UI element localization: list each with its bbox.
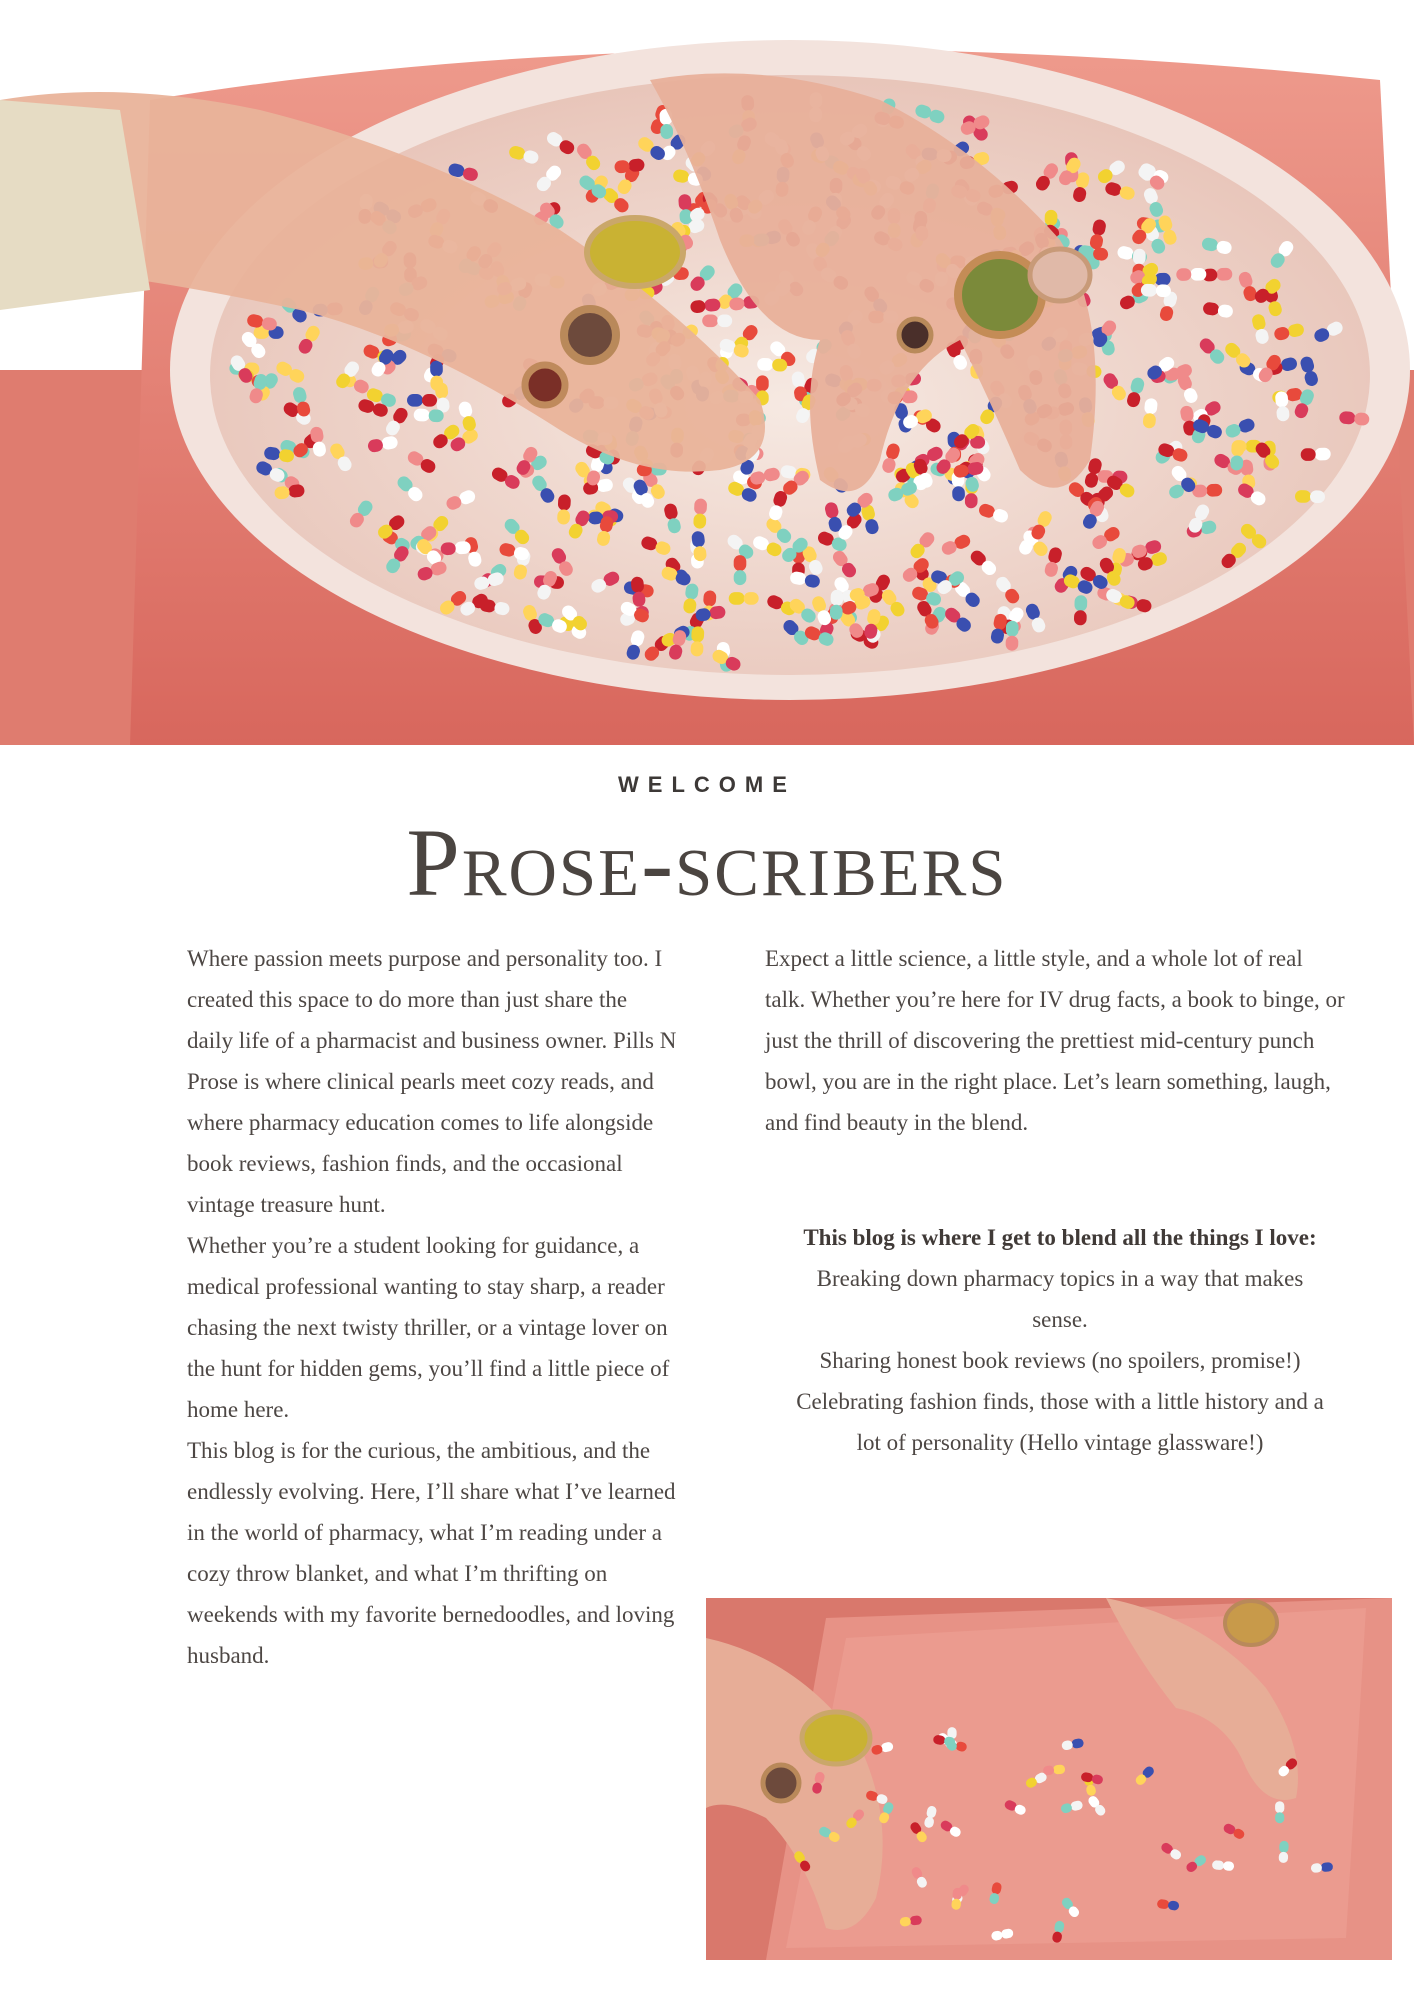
hero-photo (0, 40, 1414, 745)
list-item: Breaking down pharmacy topics in a way that makes sense. (816, 1266, 1304, 1332)
welcome-eyebrow: WELCOME (618, 772, 796, 797)
expect-paragraph: Expect a little science, a little style, and a whole lot of real talk. Whether you’re here for IV drug facts, a book to binge, or just the thrill of discovering the prettiest mid-century punch bowl, you are in the right place. Let’s learn something, laugh, and find beauty in the blend. (765, 946, 1345, 1135)
page-title: Prose-scribers (406, 809, 1008, 916)
topics-list (790, 1217, 1330, 1463)
list-item: Sharing honest book reviews (no spoilers, promise!) (819, 1348, 1301, 1373)
purpose-paragraph: This blog is for the curious, the ambitious, and the endlessly evolving. Here, I’ll share what I’ve learned in the world of pharmacy, what I’m reading under a cozy throw blanket, and what I’m thrifting on weekends with my favorite bernedoodles, and loving husband. (187, 1438, 676, 1668)
right-column (765, 938, 1345, 1143)
pill-bowl-image (0, 40, 1414, 745)
topics-lead: This blog is where I get to blend all the things I love: (803, 1225, 1317, 1250)
pill-tray-image (706, 1598, 1392, 1960)
audience-paragraph: Whether you’re a student looking for guidance, a medical professional wanting to stay sharp, a reader chasing the next twisty thriller, or a vintage lover on the hunt for hidden gems, you’ll find a little piece of home here. (187, 1233, 670, 1422)
list-item: Celebrating fashion finds, those with a little history and a lot of personality (Hello vintage glassware!) (796, 1389, 1324, 1455)
left-column (187, 938, 677, 1676)
tray-photo (706, 1598, 1392, 1960)
intro-paragraph: Where passion meets purpose and personality too. I created this space to do more than just share the daily life of a pharmacist and business owner. Pills N Prose is where clinical pearls meet cozy reads, and where pharmacy education comes to life alongside book reviews, fashion finds, and the occasional vintage treasure hunt. (187, 946, 677, 1217)
